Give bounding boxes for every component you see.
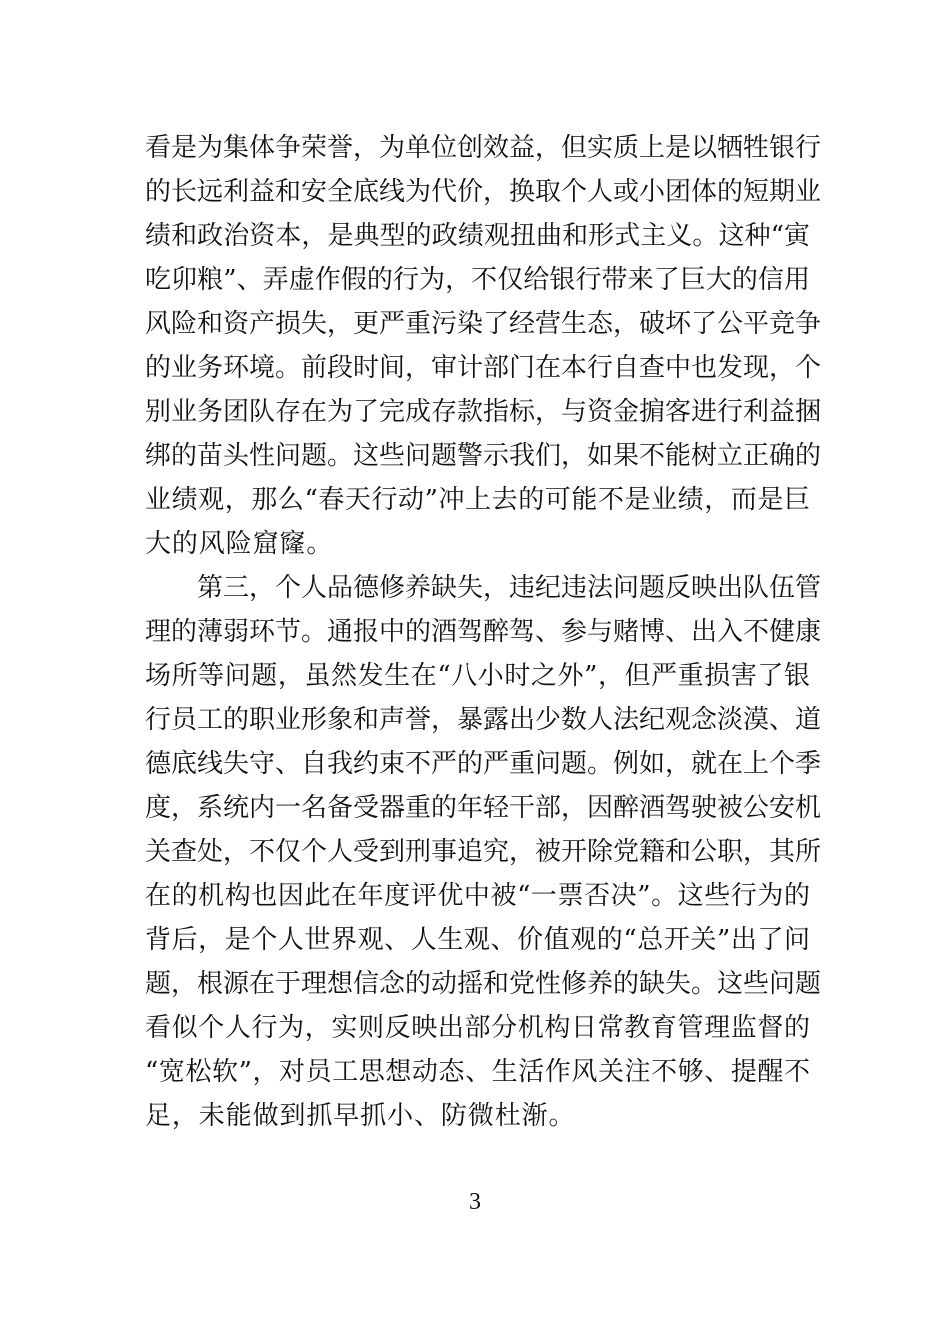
text-line: 德底线失守、自我约束不严的严重问题。例如，就在上个季 xyxy=(145,749,822,779)
text-line: 风险和资产损失，更严重污染了经营生态，破坏了公平竞争 xyxy=(145,309,822,339)
text-line: 绑的苗头性问题。这些问题警示我们，如果不能树立正确的 xyxy=(145,441,822,471)
text-line: 关查处，不仅个人受到刑事追究，被开除党籍和公职，其所 xyxy=(145,837,822,867)
text-line: 理的薄弱环节。通报中的酒驾醉驾、参与赌博、出入不健康 xyxy=(145,617,822,647)
text-line: 看似个人行为，实则反映出部分机构日常教育管理监督的 xyxy=(145,1013,810,1043)
text-line: 吃卯粮”、弄虚作假的行为，不仅给银行带来了巨大的信用 xyxy=(145,265,810,295)
text-line: 背后，是个人世界观、人生观、价值观的“总开关”出了问 xyxy=(145,925,810,955)
paragraph-start-line: 第三，个人品德修养缺失，违纪违法问题反映出队伍管 xyxy=(145,573,822,603)
text-line: 足，未能做到抓早抓小、防微杜渐。 xyxy=(145,1101,576,1131)
page-number: 3 xyxy=(469,1189,481,1215)
text-line: “宽松软”，对员工思想动态、生活作风关注不够、提醒不 xyxy=(145,1057,810,1087)
text-line: 行员工的职业形象和声誉，暴露出少数人法纪观念淡漠、道 xyxy=(145,705,822,735)
text-line: 大的风险窟窿。 xyxy=(145,529,334,559)
text-line: 别业务团队存在为了完成存款指标，与资金掮客进行利益捆 xyxy=(145,397,822,427)
text-line: 的长远利益和安全底线为代价，换取个人或小团体的短期业 xyxy=(145,177,822,207)
text-line: 题，根源在于理想信念的动摇和党性修养的缺失。这些问题 xyxy=(145,969,822,999)
text-line: 在的机构也因此在年度评优中被“一票否决”。这些行为的 xyxy=(145,881,810,911)
text-line: 度，系统内一名备受器重的年轻干部，因醉酒驾驶被公安机 xyxy=(145,793,822,823)
text-line: 业绩观，那么“春天行动”冲上去的可能不是业绩，而是巨 xyxy=(145,485,810,515)
text-line: 看是为集体争荣誉，为单位创效益，但实质上是以牺牲银行 xyxy=(145,133,822,163)
text-line: 场所等问题，虽然发生在“八小时之外”，但严重损害了银 xyxy=(145,661,810,691)
text-line: 绩和政治资本，是典型的政绩观扭曲和形式主义。这种“寅 xyxy=(145,221,810,251)
text-line: 的业务环境。前段时间，审计部门在本行自查中也发现，个 xyxy=(145,353,822,383)
